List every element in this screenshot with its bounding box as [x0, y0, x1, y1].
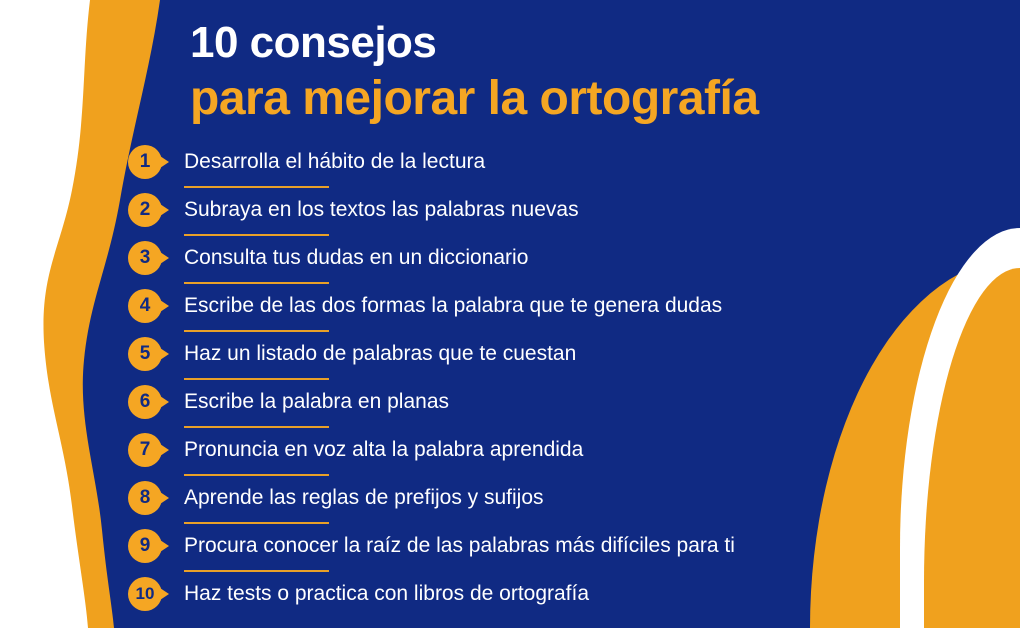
tip-text: Aprende las reglas de prefijos y sufijos — [184, 486, 544, 509]
tip-number-badge: 4 — [128, 289, 162, 323]
tip-underline — [184, 426, 329, 428]
tip-text: Haz tests o practica con libros de ortografía — [184, 582, 590, 605]
tip-number-badge: 3 — [128, 241, 162, 275]
tip-text: Procura conocer la raíz de las palabras más difíciles para ti — [184, 534, 735, 557]
tip-underline — [184, 378, 329, 380]
tip-underline — [184, 474, 329, 476]
tip-underline — [184, 234, 329, 236]
list-item — [128, 238, 1008, 286]
tip-number-badge: 10 — [128, 577, 162, 611]
tip-text: Pronuncia en voz alta la palabra aprendida — [184, 438, 584, 461]
list-item — [128, 334, 1008, 382]
tip-number-badge: 6 — [128, 385, 162, 419]
tip-number-badge: 8 — [128, 481, 162, 515]
list-item — [128, 190, 1008, 238]
tip-number-badge: 7 — [128, 433, 162, 467]
title-line-2: para mejorar la ortografía — [190, 71, 759, 125]
list-item — [128, 286, 1008, 334]
tip-underline — [184, 522, 329, 524]
list-item — [128, 382, 1008, 430]
tip-text: Desarrolla el hábito de la lectura — [184, 150, 486, 173]
list-item — [128, 430, 1008, 478]
tips-list — [128, 142, 1008, 622]
tip-text: Subraya en los textos las palabras nuevas — [184, 198, 579, 221]
tip-text: Escribe de las dos formas la palabra que te genera dudas — [184, 294, 723, 317]
poster-heading — [190, 18, 1000, 127]
tip-underline — [184, 570, 329, 572]
tip-text: Consulta tus dudas en un diccionario — [184, 246, 529, 269]
tip-underline — [184, 186, 329, 188]
list-item — [128, 142, 1008, 190]
tip-underline — [184, 330, 329, 332]
tip-text: Escribe la palabra en planas — [184, 390, 450, 413]
tip-underline — [184, 282, 329, 284]
list-item — [128, 574, 1008, 622]
tip-text: Haz un listado de palabras que te cuestan — [184, 342, 577, 365]
tip-number-badge: 9 — [128, 529, 162, 563]
tip-number-badge: 1 — [128, 145, 162, 179]
list-item — [128, 526, 1008, 574]
title-line-1: 10 consejos — [190, 18, 437, 67]
tip-number-badge: 2 — [128, 193, 162, 227]
list-item — [128, 478, 1008, 526]
tip-number-badge: 5 — [128, 337, 162, 371]
